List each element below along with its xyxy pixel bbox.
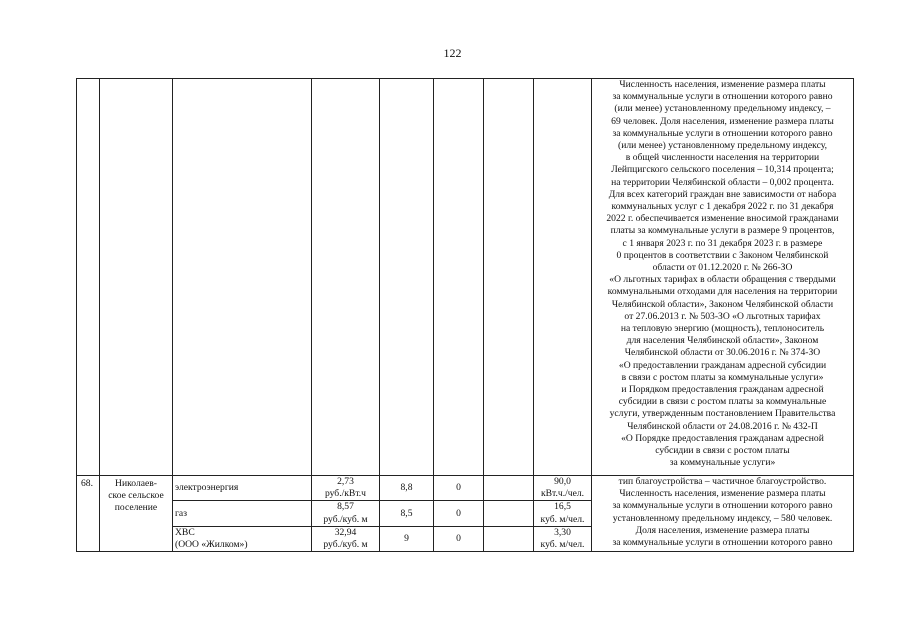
service-name: электроэнергия (173, 476, 312, 501)
zero-cell: 0 (434, 526, 484, 551)
table-row-continued (77, 79, 854, 476)
cell-description (592, 79, 854, 476)
service-name: газ (173, 501, 312, 526)
volume-cell: 90,0 кВт.ч./чел. (534, 476, 592, 501)
index-cell: 9 (380, 526, 434, 551)
cell-zero-empty (434, 79, 484, 476)
cell-tariff-empty (312, 79, 380, 476)
tariff-table (76, 78, 854, 552)
zero-cell: 0 (434, 476, 484, 501)
cell-number-empty (77, 79, 100, 476)
table-row-68-electricity (77, 476, 854, 501)
description-text: Численность населения, изменение размера платы за коммунальные услуги в отношении которого равно (или менее) установленному предельному индексу, – 69 человек. Доля населения, изменение размера платы за коммунальные услуги в отношении которого равно (или менее) установленному предельному индексу, в общей численности населения на территории Лейпцигского сельского поселения – 10,314 процента; на территории Челябинской области – 0,002 процента. Для всех категорий граждан вне зависимости от набора коммунальных услуг с 1 декабря 2022 г. по 31 декабря 2022 г. обеспечивается изменение вносимой гражданами платы за коммунальные услуги в размере 9 процентов, с 1 января 2023 г. по 31 декабря 2023 г. в размере 0 процентов в соответствии с Законом Челябинской области от 01.12.2020 г. № 266-ЗО «О льготных тарифах в области обращения с твердыми коммунальными отходами для населения на территории Челябинской области», Законом Челябинской области от 27.06.2013 г. № 503-ЗО «О льготных тарифах на тепловую энергию (мощность), теплоноситель для населения Челябинской области», Законом Челябинской области от 30.06.2016 г. № 374-ЗО «О предоставлении гражданам адресной субсидии в связи с ростом платы за коммунальные услуги» и Порядком предоставления гражданам адресной субсидии в связи с ростом платы за коммунальные услуги, утвержденным постановлением Правительства Челябинской области от 24.08.2016 г. № 432-П «О Порядке предоставления гражданам адресной субсидии в связи с ростом платы за коммунальные услуги» (606, 79, 839, 469)
entry-number: 68. (77, 476, 100, 552)
tariff-cell: 32,94 руб./куб. м (312, 526, 380, 551)
cell-settlement-empty (100, 79, 173, 476)
cell-volume-empty (534, 79, 592, 476)
service-name: ХВС (ООО «Жилком») (173, 526, 312, 551)
cell-gap-empty (484, 79, 534, 476)
cell-service-empty (173, 79, 312, 476)
gap-cell (484, 526, 534, 551)
gap-cell (484, 501, 534, 526)
gap-cell (484, 476, 534, 501)
page-number: 122 (443, 46, 462, 60)
tariff-cell: 8,57 руб./куб. м (312, 501, 380, 526)
index-cell: 8,5 (380, 501, 434, 526)
volume-cell: 3,30 куб. м/чел. (534, 526, 592, 551)
tariff-cell: 2,73 руб./кВт.ч (312, 476, 380, 501)
zero-cell: 0 (434, 501, 484, 526)
volume-cell: 16,5 куб. м/чел. (534, 501, 592, 526)
settlement-name: Николаев- ское сельское поселение (100, 476, 173, 552)
cell-index-empty (380, 79, 434, 476)
entry-description: тип благоустройства – частичное благоустройство. Численность населения, изменение размера платы за коммунальные услуги в отношении которого равно установленному предельному индексу, – 580 человек. Доля населения, изменение размера платы за коммунальные услуги в отношении которого равно (592, 476, 854, 552)
index-cell: 8,8 (380, 476, 434, 501)
